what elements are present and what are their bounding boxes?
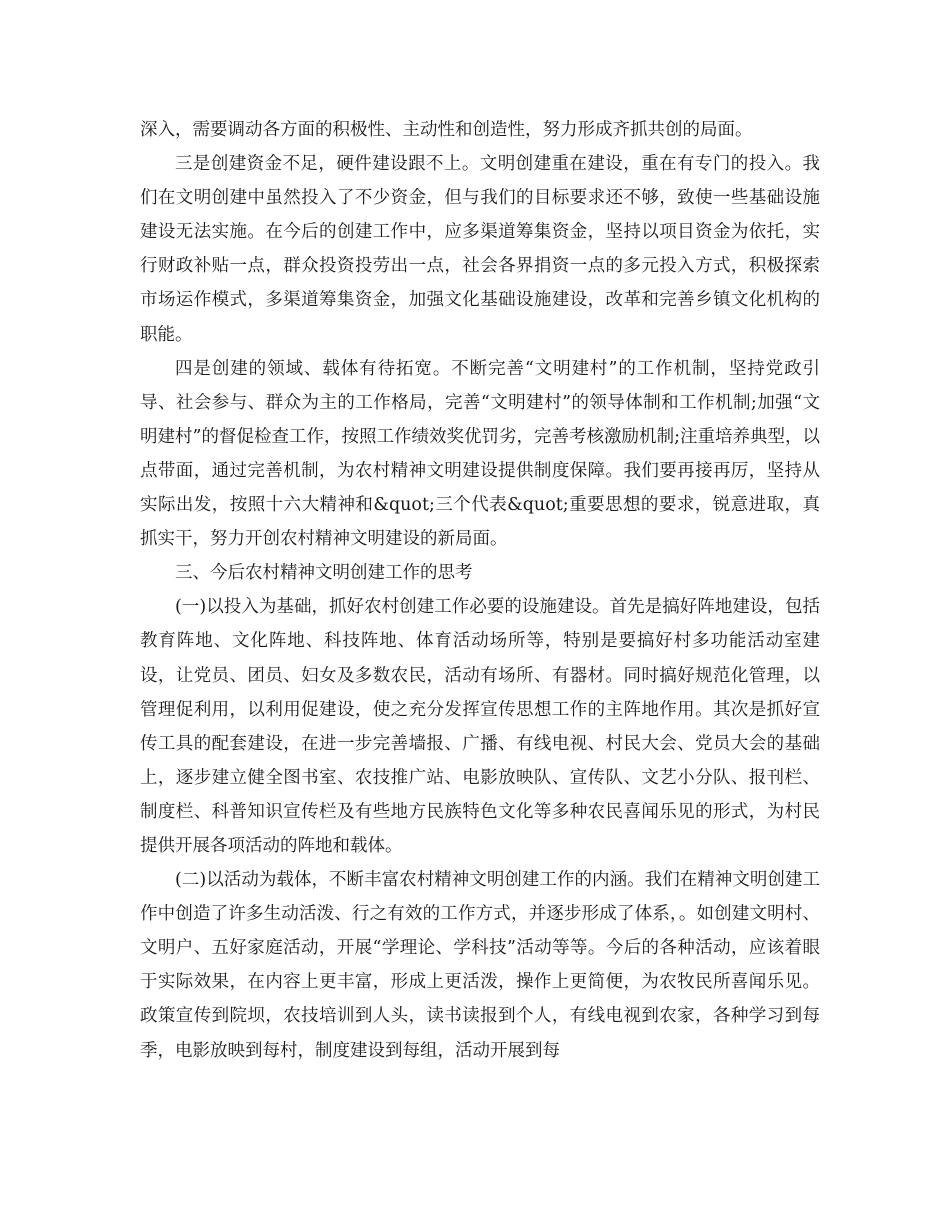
- document-body: [140, 113, 820, 1068]
- section-heading: 三、今后农村精神文明创建工作的思考: [175, 563, 473, 584]
- paragraph-investment: (一)以投入为基础，抓好农村创建工作必要的设施建设。首先是搞好阵地建设，包括教育阵地、文化阵地、科技阵地、体育活动场所等，特别是要搞好村多功能活动室建设，让党员、团员、妇女及多数农民，活动有场所、有器材。同时搞好规范化管理，以管理促利用，以利用促建设，使之充分发挥宣传思想工作的主阵地作用。其次是抓好宣传工具的配套建设，在进一步完善墙报、广播、有线电视、村民大会、党员大会的基础上，逐步建立健全图书室、农技推广站、电影放映队、宣传队、文艺小分队、报刊栏、制度栏、科普知识宣传栏及有些地方民族特色文化等多种农民喜闻乐见的形式，为村民提供开展各项活动的阵地和载体。: [140, 597, 820, 856]
- paragraph-activities: (二)以活动为载体，不断丰富农村精神文明创建工作的内涵。我们在精神文明创建工作中创造了许多生动活泼、行之有效的工作方式，并逐步形成了体系，。如创建文明村、文明户、五好家庭活动，开展“学理论、学科技”活动等等。今后的各种活动，应该着眼于实际效果，在内容上更丰富，形成上更活泼，操作上更简便，为农牧民所喜闻乐见。政策宣传到院坝，农技培训到人头，读书读报到个人，有线电视到农家，各种学习到每季，电影放映到每村，制度建设到每组，活动开展到每: [140, 870, 820, 1061]
- paragraph-continuation: 深入，需要调动各方面的积极性、主动性和创造性，努力形成齐抓共创的局面。: [140, 120, 753, 140]
- paragraph-carriers: 四是创建的领域、载体有待拓宽。不断完善“文明建村”的工作机制，坚持党政引导、社会参与、群众为主的工作格局，完善“文明建村”的领导体制和工作机制;加强“文明建村”的督促检查工作，按照工作绩效奖优罚劣，完善考核激励机制;注重培养典型，以点带面，通过完善机制，为农村精神文明建设提供制度保障。我们要再接再厉，坚持从实际出发，按照十六大精神和&quot;三个代表&quot;重要思想的要求，锐意进取，真抓实干，努力开创农村精神文明建设的新局面。: [140, 358, 820, 550]
- paragraph-funding: 三是创建资金不足，硬件建设跟不上。文明创建重在建设，重在有专门的投入。我们在文明创建中虽然投入了不少资金，但与我们的目标要求还不够，致使一些基础设施建设无法实施。在今后的创建工作中，应多渠道筹集资金，坚持以项目资金为依托，实行财政补贴一点，群众投资投劳出一点，社会各界捐资一点的多元投入方式，积极探索市场运作模式，多渠道筹集资金，加强文化基础设施建设，改革和完善乡镇文化机构的职能。: [140, 154, 820, 345]
